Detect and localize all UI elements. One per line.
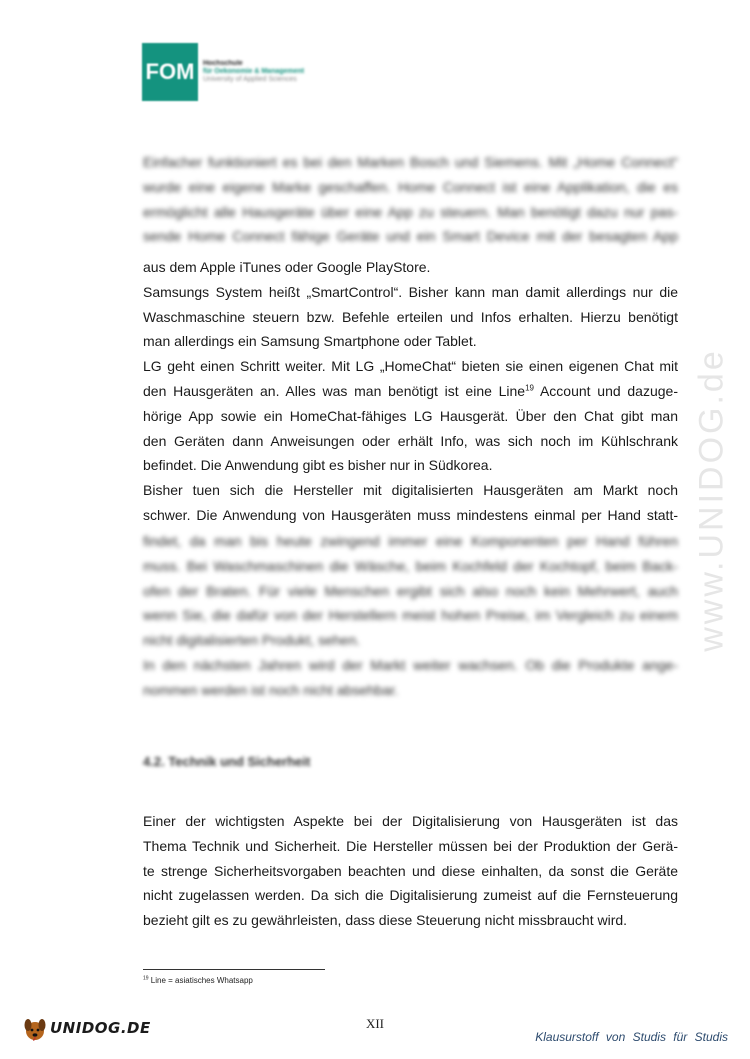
text-line: schwer. Die Anwendung von Hausgeräten muss mindestens einmal per Hand statt- — [143, 506, 678, 523]
text-line: Samsungs System heißt „SmartControl“. Bisher kann man damit allerdings nur die — [143, 283, 678, 300]
text-line: hörige App sowie ein HomeChat-fähiges LG Hausgerät. Über den Chat gibt man — [143, 407, 678, 424]
text-line-with-footnote — [143, 379, 678, 404]
footnote-divider — [143, 969, 325, 970]
text-line: In den nächsten Jahren wird der Markt weiter wachsen. Ob die Produkte ange- — [143, 656, 678, 673]
text-line: ermöglicht alle Hausgeräte über eine App zu steuern. Man benötigt dazu nur pas- — [143, 203, 678, 220]
text-line: nicht zugelassen werden. Da sich die Digitalisierung zumeist auf die Fernsteuerung — [143, 887, 678, 904]
text-line: Waschmaschine steuern bzw. Befehle erteilen und Infos erhalten. Hierzu benötigt — [143, 308, 678, 325]
text-line: Einer der wichtigsten Aspekte bei der Digitalisierung von Hausgeräten ist das — [143, 813, 678, 829]
footer-slogan: Klausurstoff von Studis für Studis — [535, 1030, 728, 1044]
fom-logo-text — [203, 60, 304, 84]
footnote-reference: 19 — [525, 383, 534, 393]
text-line: Einfacher funktioniert es bei den Marken Bosch und Siemens. Mit „Home Connect“ — [143, 154, 678, 170]
text-line: LG geht einen Schritt weiter. Mit LG „HomeChat“ bieten sie einen eigenen Chat mit — [143, 358, 678, 375]
text-line: ofen der Braten. Für viele Menschen ergibt sich also noch kein Mehrwert, auch — [143, 582, 678, 599]
text-line: nommen werden ist noch nicht absehbar. — [143, 681, 399, 698]
page-number: XII — [365, 1016, 385, 1031]
text-line: te strenge Sicherheitsvorgaben beachten und diese einhalten, da sonst die Geräte — [143, 862, 678, 879]
text-line: den Geräten dann Anweisungen oder erhält Info, was sich noch im Kühlschrank — [143, 432, 678, 449]
fom-logo — [142, 43, 304, 101]
footnote-text: Line = asiatisches Whatsapp — [150, 976, 253, 985]
footnote — [143, 976, 253, 985]
text-line: Thema Technik und Sicherheit. Die Hersteller müssen bei der Produktion der Gerä- — [143, 837, 678, 854]
text-line: findet, da man bis heute zwingend immer eine Komponenten per Hand führen — [143, 533, 678, 549]
clear-paragraph — [143, 255, 678, 528]
blurred-paragraph-top — [143, 150, 678, 249]
text-line: aus dem Apple iTunes oder Google PlayStore. — [143, 259, 431, 275]
text-segment: Account und dazuge- — [539, 382, 678, 399]
footnote-number: 19 — [143, 975, 149, 982]
text-line: Bisher tuen sich die Hersteller mit digitalisierten Hausgeräten am Markt noch — [143, 482, 678, 499]
brand-name: UNIDOG.DE — [50, 1019, 151, 1037]
text-line: man allerdings ein Samsung Smartphone oder Tablet. — [143, 333, 477, 350]
section-heading: 4.2. Technik und Sicherheit — [143, 754, 311, 769]
text-line: wurde eine eigene Marke geschaffen. Home Connect ist eine Applikation, die es — [143, 178, 678, 195]
blurred-paragraph-bottom — [143, 529, 678, 703]
text-line: wenn Sie, die dafür von der Herstellern meist hohen Preise, im Vergleich zu einem — [143, 607, 678, 624]
fom-logo-mark: FOM — [142, 43, 198, 101]
text-line: nicht digitalisierten Produkt, sehen. — [143, 632, 361, 649]
text-segment: den Hausgeräten an. Alles was man benötigt ist eine Line — [143, 382, 526, 399]
section-paragraph — [143, 809, 678, 933]
text-line: sende Home Connect fähige Geräte und ein Smart Device mit der besagten App — [143, 228, 678, 245]
text-line: befindet. Die Anwendung gibt es bisher nur in Südkorea. — [143, 457, 493, 474]
logo-line-3: University of Applied Sciences — [203, 76, 297, 83]
text-line: muss. Bei Waschmaschinen die Wäsche, beim Kochfeld der Kochtopf, beim Back- — [143, 557, 678, 574]
logo-line-2: für Oekonomie & Management — [203, 68, 305, 75]
text-line: bezieht gilt es zu gewährleisten, dass diese Steuerung nicht missbraucht wird. — [143, 912, 628, 929]
watermark-text: www.UNIDOG.de — [692, 348, 731, 652]
logo-line-1: Hochschule — [203, 60, 243, 67]
